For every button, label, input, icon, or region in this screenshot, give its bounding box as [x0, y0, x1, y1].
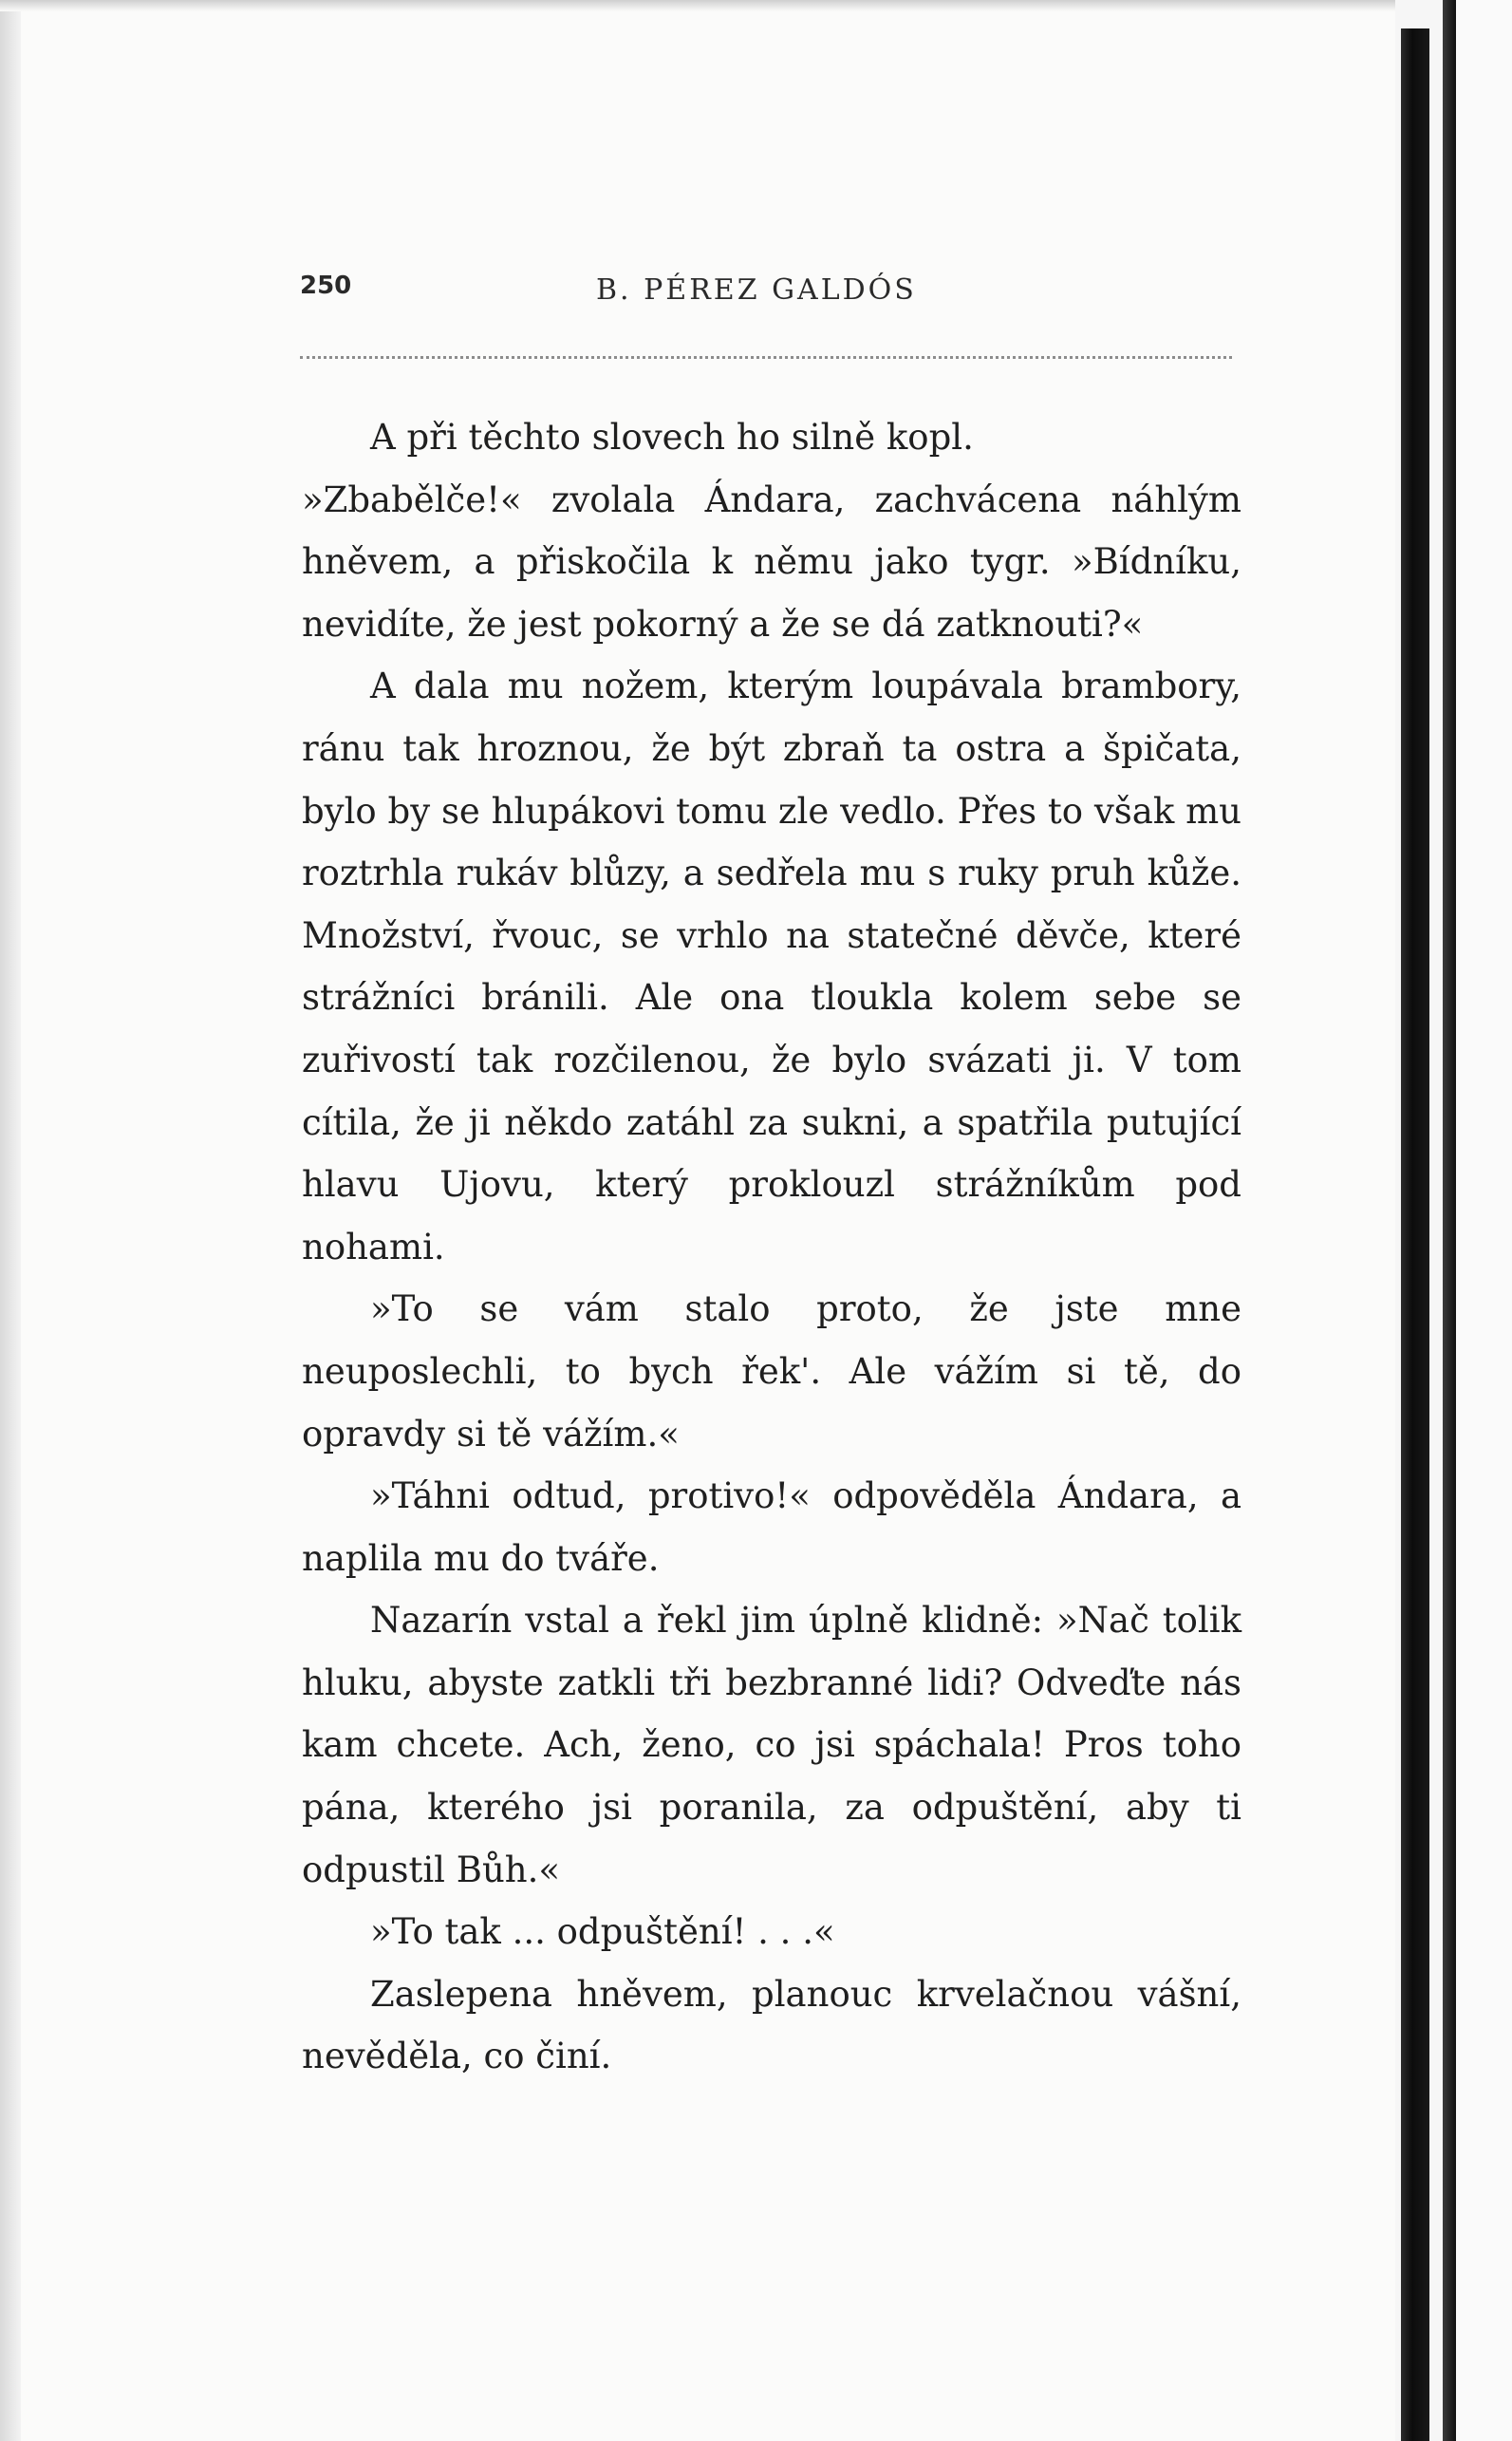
running-head: B. PÉREZ GALDÓS [596, 273, 917, 307]
paragraph: A dala mu nožem, kterým loupávala brambory, ránu tak hroznou, že být zbraň ta ostra a špičata, bylo by se hlupákovi tomu zle vedlo. Přes to však mu roztrhla rukáv blůzy, a sedřela mu s ruky pruh kůže. Množství, řvouc, se vrhlo na statečné děvče, které strážníci bránili. Ale ona tloukla kolem sebe se zuřivostí tak rozčilenou, že bylo svázati ji. V tom cítila, že ji někdo zatáhl za sukni, a spatřila putující hlavu Ujovu, který proklouzl strážníkům pod nohami. [302, 666, 1241, 1267]
page-number: 250 [300, 272, 352, 300]
body-text [302, 406, 1241, 2088]
scan-margin-right [1456, 0, 1512, 2441]
page-header [300, 272, 1240, 310]
scan-edge-left [0, 0, 21, 2441]
paragraph: A při těchto slovech ho silně kopl. [370, 417, 974, 458]
book-spine-strip [1443, 0, 1456, 2441]
scan-edge-top [0, 0, 1512, 11]
book-spine-shadow [1401, 28, 1429, 2441]
paragraph: »Táhni odtud, protivo!« odpověděla Ándara, a naplila mu do tváře. [302, 1475, 1241, 1579]
paragraph: »To tak ... odpuštění! . . .« [370, 1911, 835, 1953]
header-rule [300, 356, 1232, 359]
paragraph: »To se vám stalo proto, že jste mne neuposlechli, to bych řek'. Ale vážím si tě, do opravdy si tě vážím.« [302, 1288, 1241, 1455]
paragraph: Zaslepena hněvem, planouc krvelačnou vášní, nevěděla, co činí. [302, 1973, 1241, 2077]
paragraph: »Zbabělče!« zvolala Ándara, zachvácena náhlým hněvem, a přiskočila k němu jako tygr. »Bídníku, nevidíte, že jest pokorný a že se dá zatknouti?« [302, 479, 1241, 645]
paragraph: Nazarín vstal a řekl jim úplně klidně: »Nač tolik hluku, abyste zatkli tři bezbranné lidi? Odveďte nás kam chcete. Ach, ženo, co jsi spáchala! Pros toho pána, kterého jsi poranila, za odpuštění, aby ti odpustil Bůh.« [302, 1600, 1241, 1890]
